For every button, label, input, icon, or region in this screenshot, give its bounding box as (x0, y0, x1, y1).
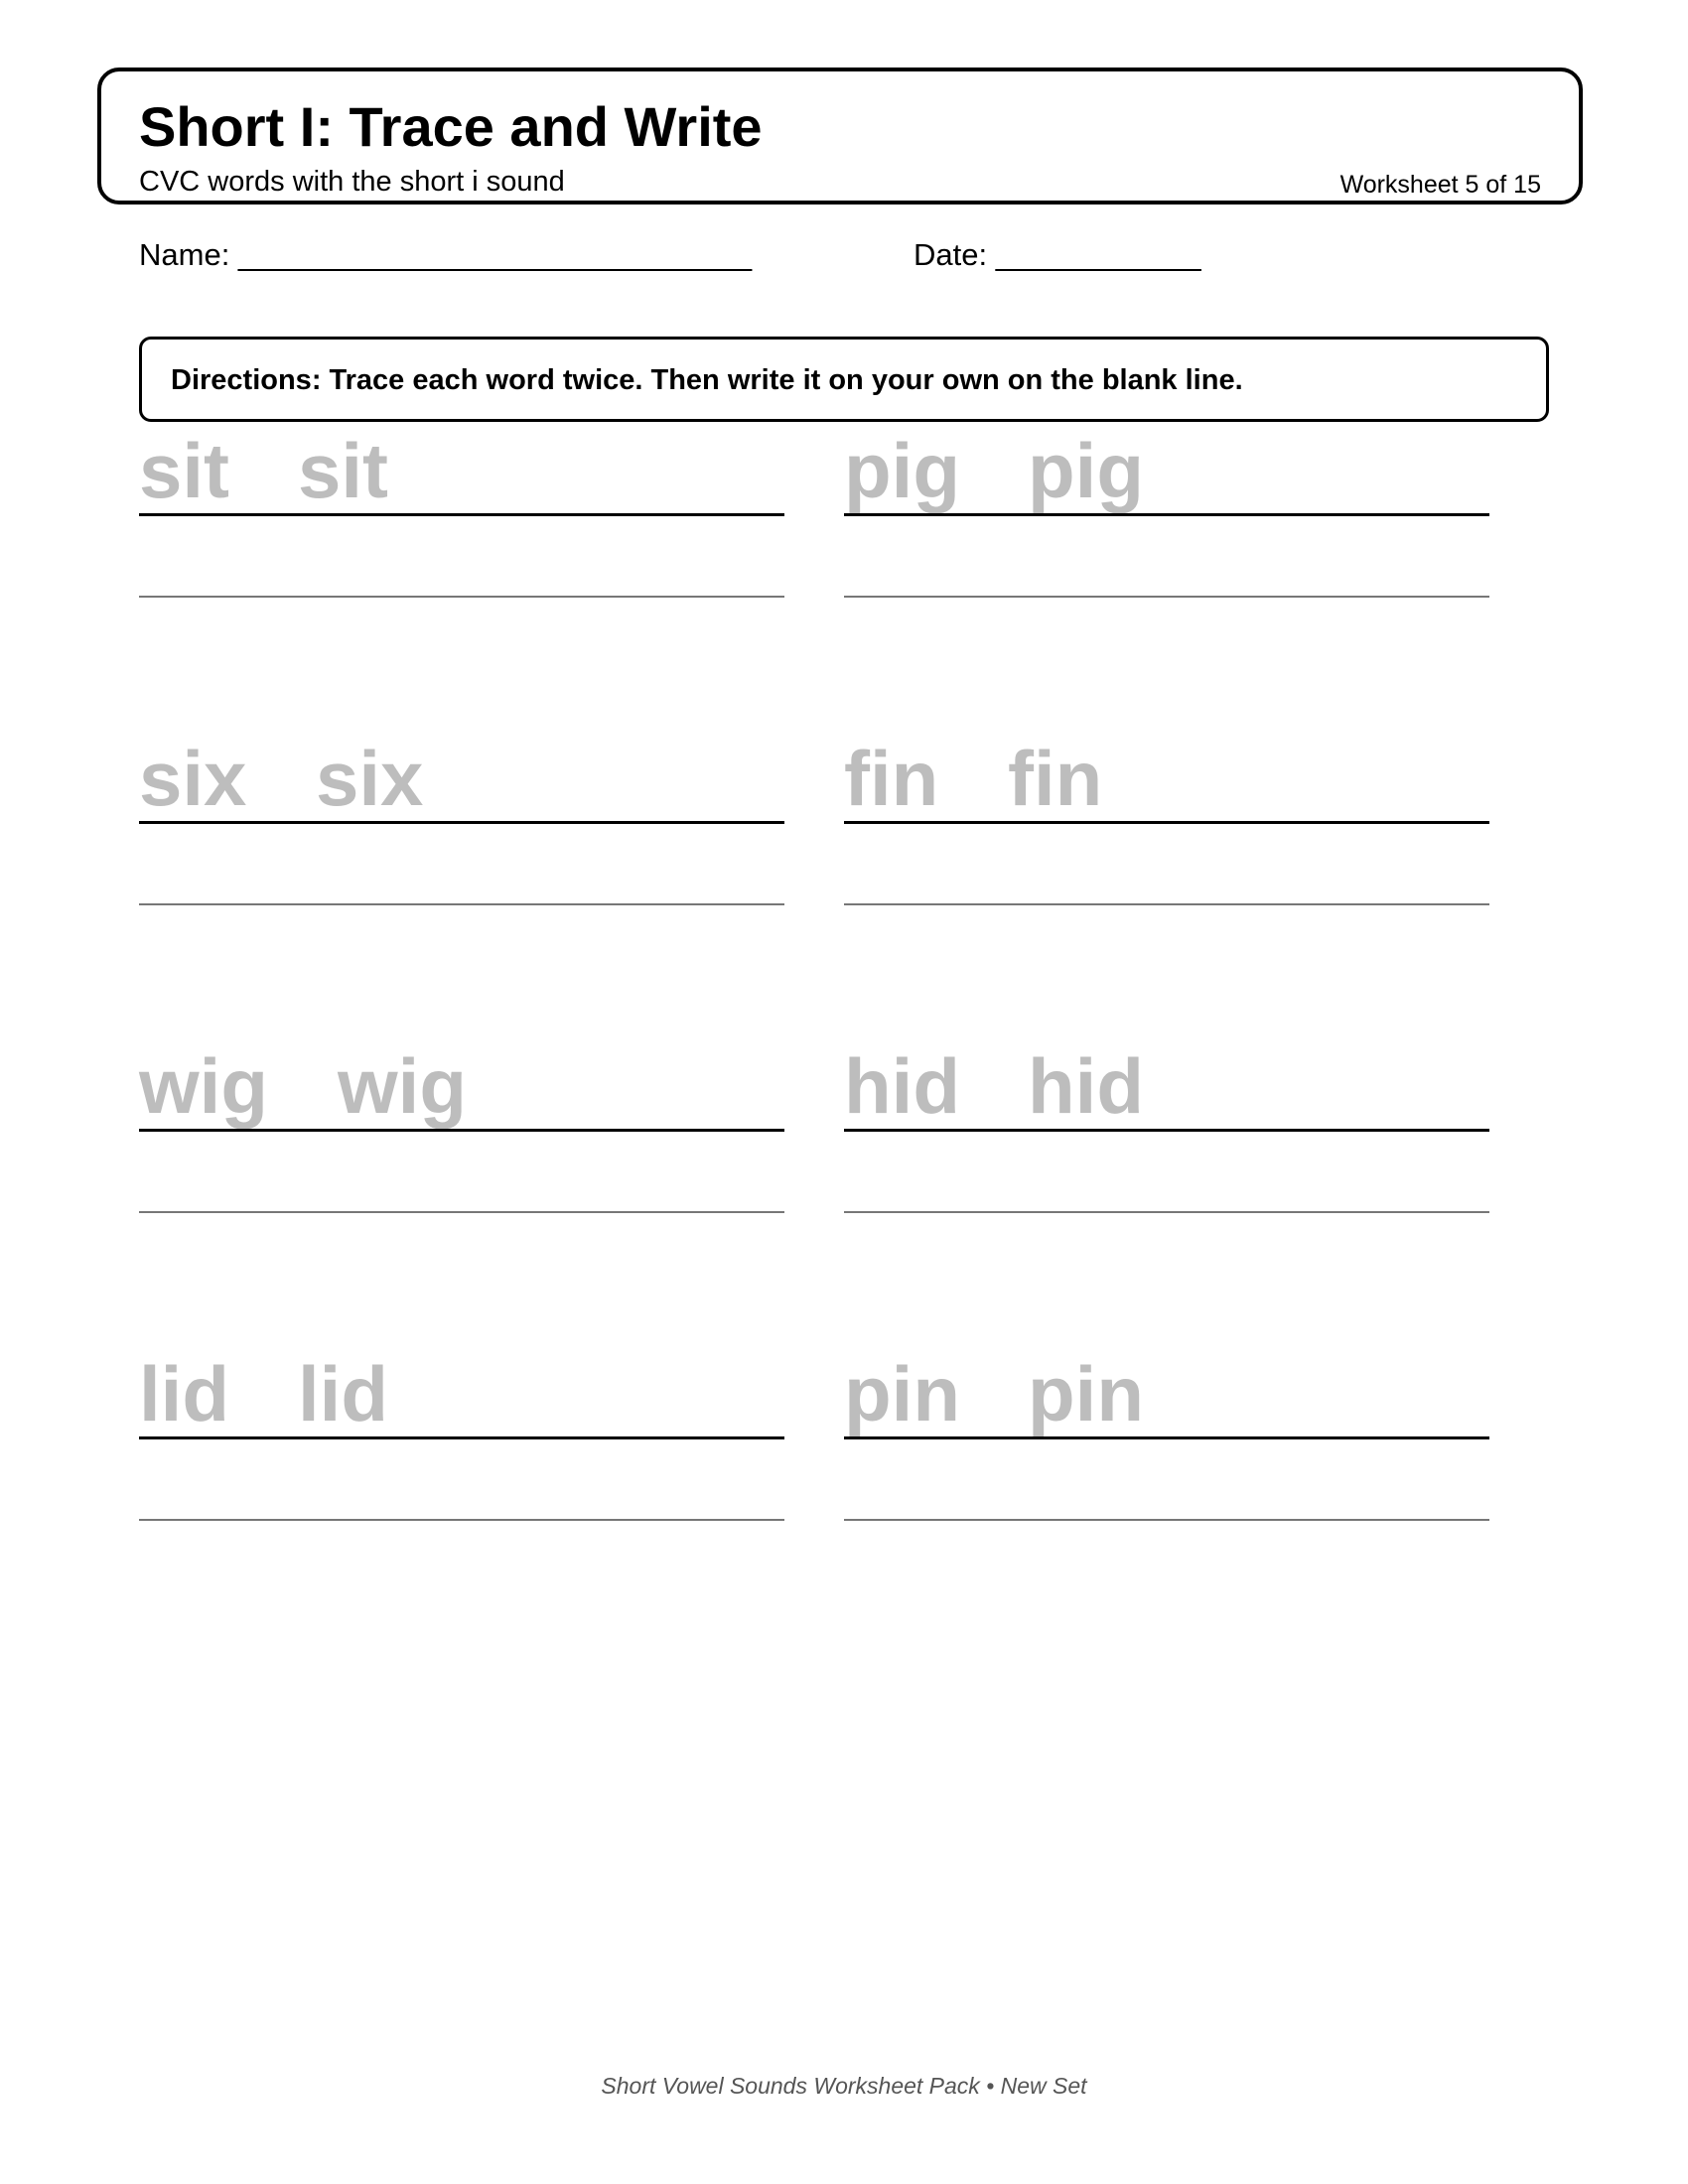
write-line[interactable] (844, 903, 1489, 905)
trace-word: pig (1028, 427, 1144, 514)
trace-word: hid (1028, 1042, 1144, 1130)
directions-text: Directions: Trace each word twice. Then write it on your own on the blank line. (171, 364, 1243, 396)
write-line[interactable] (844, 596, 1489, 598)
date-field: Date: ____________ (914, 237, 1201, 272)
trace-word: lid (139, 1350, 229, 1437)
trace-row (844, 427, 1489, 521)
trace-row (139, 1042, 784, 1137)
trace-word: wig (139, 1042, 268, 1130)
word-block-sit (139, 427, 784, 611)
trace-word: wig (338, 1042, 467, 1130)
trace-row (844, 735, 1489, 829)
trace-row (139, 735, 784, 829)
page-footer: Short Vowel Sounds Worksheet Pack • New Set (601, 2073, 1087, 2099)
write-line[interactable] (139, 596, 784, 598)
trace-line (844, 513, 1489, 516)
trace-word: sit (139, 427, 230, 514)
word-block-lid (139, 1350, 784, 1534)
name-field: Name: ______________________________ (139, 237, 753, 272)
directions-box (139, 337, 1549, 422)
trace-line (844, 821, 1489, 824)
trace-word: lid (298, 1350, 388, 1437)
trace-word: pin (844, 1350, 960, 1437)
trace-word: pig (844, 427, 960, 514)
trace-word: fin (1008, 735, 1103, 822)
page-title: Short I: Trace and Write (139, 95, 763, 158)
write-line[interactable] (139, 1211, 784, 1213)
trace-word: six (139, 735, 247, 822)
trace-row (844, 1350, 1489, 1444)
trace-row (139, 1350, 784, 1444)
word-block-hid (844, 1042, 1489, 1226)
trace-word: hid (844, 1042, 960, 1130)
trace-line (139, 1129, 784, 1132)
write-line[interactable] (139, 903, 784, 905)
trace-row (139, 427, 784, 521)
write-line[interactable] (844, 1211, 1489, 1213)
worksheet-number: Worksheet 5 of 15 (1339, 171, 1541, 199)
write-line[interactable] (844, 1519, 1489, 1521)
word-block-fin (844, 735, 1489, 918)
worksheet-header (97, 68, 1583, 205)
trace-word: pin (1028, 1350, 1144, 1437)
word-block-wig (139, 1042, 784, 1226)
page-subtitle: CVC words with the short i sound (139, 166, 565, 198)
trace-word: six (316, 735, 424, 822)
trace-word: fin (844, 735, 939, 822)
trace-word: sit (298, 427, 389, 514)
trace-line (139, 821, 784, 824)
word-block-six (139, 735, 784, 918)
trace-line (139, 513, 784, 516)
trace-line (844, 1129, 1489, 1132)
trace-line (844, 1436, 1489, 1439)
trace-row (844, 1042, 1489, 1137)
write-line[interactable] (139, 1519, 784, 1521)
word-block-pin (844, 1350, 1489, 1534)
word-block-pig (844, 427, 1489, 611)
trace-line (139, 1436, 784, 1439)
